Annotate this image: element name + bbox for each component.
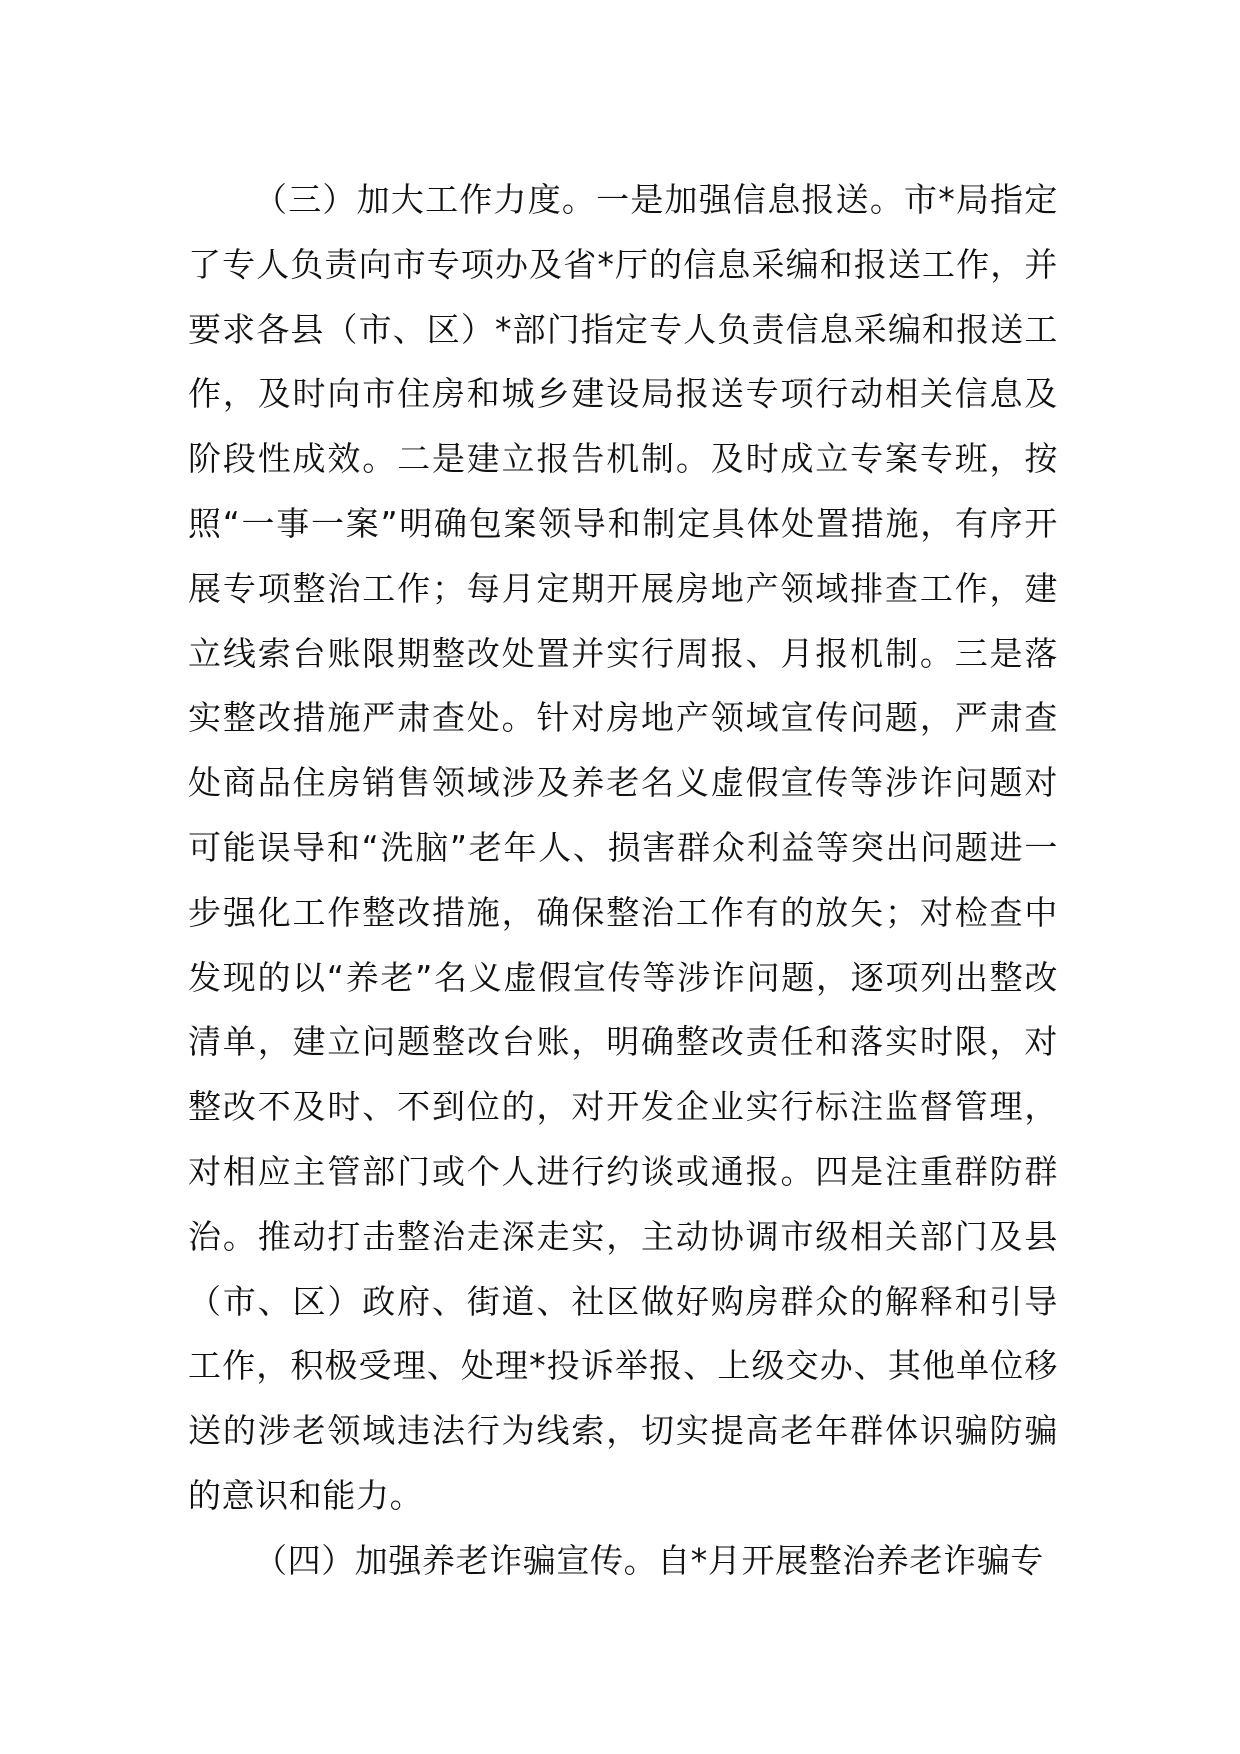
paragraph-section-3: （三）加大工作力度。一是加强信息报送。市*局指定了专人负责向市专项办及省*厅的信息采编和报送工作，并要求各县（市、区）*部门指定专人负责信息采编和报送工作，及时向市住房和城乡建设局报送专项行动相关信息及阶段性成效。二是建立报告机制。及时成立专案专班，按照“一事一案”明确包案领导和制定具体处置措施，有序开展专项整治工作；每月定期开展房地产领域排查工作，建立线索台账限期整改处置并实行周报、月报机制。三是落实整改措施严肃查处。针对房地产领域宣传问题，严肃查处商品住房销售领域涉及养老名义虚假宣传等涉诈问题对可能误导和“洗脑”老年人、损害群众利益等突出问题进一步强化工作整改措施，确保整治工作有的放矢；对检查中发现的以“养老”名义虚假宣传等涉诈问题，逐项列出整改清单，建立问题整改台账，明确整改责任和落实时限，对整改不及时、不到位的，对开发企业实行标注监督管理，对相应主管部门或个人进行约谈或通报。四是注重群防群治。推动打击整治走深走实，主动协调市级相关部门及县（市、区）政府、街道、社区做好购房群众的解释和引导工作，积极受理、处理*投诉举报、上级交办、其他单位移送的涉老领域违法行为线索，切实提高老年群体识骗防骗的意识和能力。 [188, 180, 1058, 1515]
paragraph-section-4: （四）加强养老诈骗宣传。自*月开展整治养老诈骗专 [254, 1540, 1044, 1580]
document-body [188, 168, 1058, 1594]
